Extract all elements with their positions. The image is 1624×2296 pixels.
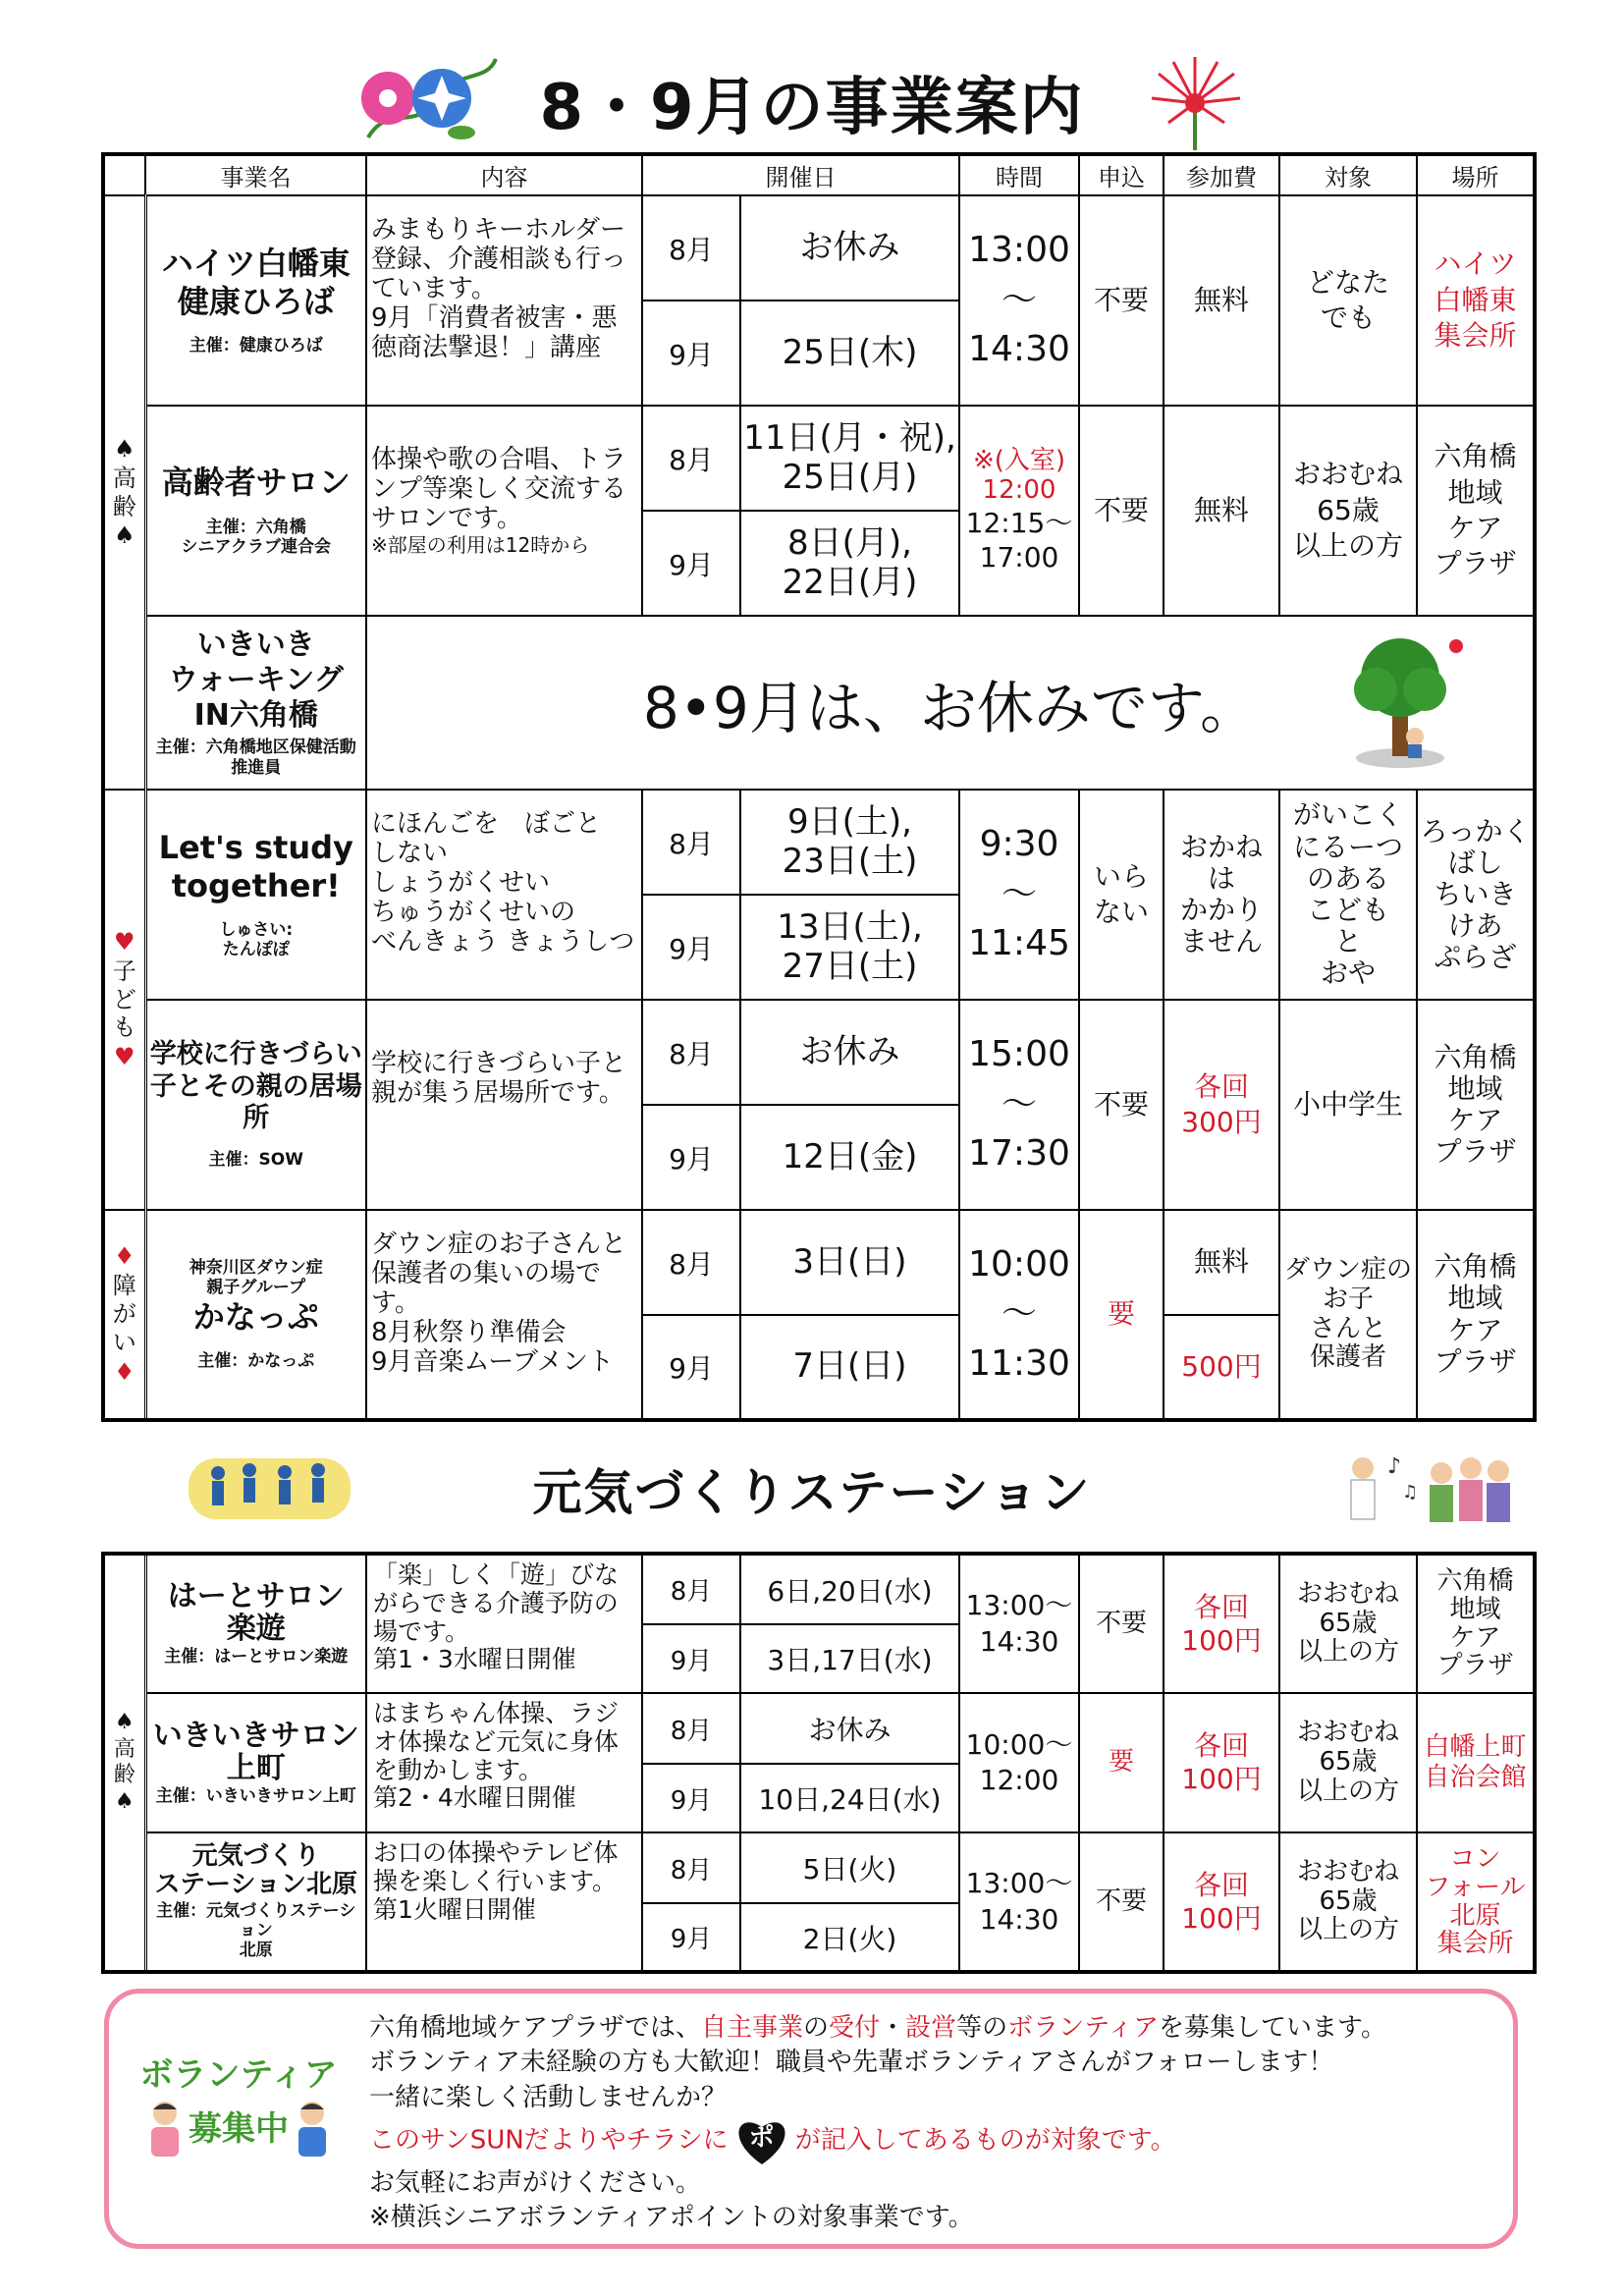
station-table [101,1552,1537,1974]
table-row [103,616,1535,790]
volunteer-line-6: ※横浜シニアボランティアポイントの対象事業です。 [369,2203,974,2233]
event-date: 7日(日) [740,1315,959,1420]
event-place: 白幡上町 自治会館 [1417,1693,1535,1832]
event-date: 11日(月・祝), 25日(月) [740,406,959,511]
closed-notice: 8•9月は、お休みです。 [366,616,1535,790]
event-target: 小中学生 [1279,1000,1417,1210]
event-target: おおむね 65歳 以上の方 [1279,1832,1417,1972]
event-date: お休み [740,1693,959,1764]
section-title: 元気づくりステーション [532,1464,1092,1521]
category-elder-label: 高 齢 [113,1736,135,1787]
event-content: にほんごを ぼごと しない しょうがくせい ちゅうがくせいの べんきょう きょうしつ [366,790,642,1000]
event-apply: 要 [1079,1693,1164,1832]
page-title: 8・9月の事業案内 [539,72,1085,144]
volunteer-line-5: お気軽にお声がけください。 [369,2168,702,2199]
event-place: ろっかく ばし ちいき けあ ぷらざ [1417,790,1535,1000]
event-date: お休み [740,195,959,301]
header-target: 対象 [1279,154,1417,195]
event-fee: 各回 100円 [1164,1832,1279,1972]
header-date: 開催日 [642,154,959,195]
event-date: 10日,24日(水) [740,1764,959,1832]
event-date: 5日(火) [740,1832,959,1903]
category-disability-label: 障 が い [112,1272,136,1356]
event-fee: 各回 100円 [1164,1554,1279,1693]
event-name: 元気づくり ステーション北原 主催：元気づくりステーション 北原 [145,1832,366,1972]
month-label: 8月 [642,1210,740,1315]
event-date: 13日(土), 27日(土) [740,895,959,1000]
event-fee: 各回 300円 [1164,1000,1279,1210]
event-apply: 不要 [1079,1000,1164,1210]
event-place: 六角橋 地域 ケア プラザ [1417,1210,1535,1420]
po-heart-icon: ポ [734,2115,789,2166]
event-name: いきいきサロン 上町 主催：いきいきサロン上町 [145,1693,366,1832]
month-label: 8月 [642,406,740,511]
person-icon [293,2100,332,2159]
event-time: 13:00 ～ 14:30 [959,195,1079,406]
month-label: 8月 [642,1000,740,1105]
table-header [103,154,1535,195]
event-content: 「楽」しく「遊」びながらできる介護予防の場です。 第1・3水曜日開催 [366,1554,642,1693]
time-note: ※(入室) 12:00 [972,446,1066,505]
diamond-icon: ♦ [113,1357,135,1386]
event-name: ハイツ白幡東健康ひろば 主催：健康ひろば [145,195,366,406]
event-name: 神奈川区ダウン症 親子グループ かなっぷ 主催：かなっぷ [145,1210,366,1420]
event-date: 12日(金) [740,1105,959,1210]
table-row [103,1210,1535,1315]
events-table [101,152,1537,1422]
heart-icon: ♥ [113,1043,135,1071]
event-time: 13:00～ 14:30 [959,1554,1079,1693]
table-row [103,790,1535,895]
event-apply: 不要 [1079,406,1164,616]
category-child-label: 子 ど も [112,957,136,1042]
header-name: 事業名 [145,154,366,195]
event-place: 六角橋 地域 ケア プラザ [1417,406,1535,616]
event-content: はまちゃん体操、ラジオ体操など元気に身体を動かします。 第2・4水曜日開催 [366,1693,642,1832]
event-place: 六角橋 地域 ケア プラザ [1417,1000,1535,1210]
event-apply: 要 [1079,1210,1164,1420]
event-date: 3日(日) [740,1210,959,1315]
volunteer-notice [104,1989,1518,2249]
event-date: 3日,17日(水) [740,1624,959,1693]
event-fee: 無料 [1164,195,1279,406]
event-apply: いら ない [1079,790,1164,1000]
diamond-icon: ♦ [113,1242,135,1271]
event-date: お休み [740,1000,959,1105]
event-place: ハイツ 白幡東 集会所 [1417,195,1535,406]
event-date: 6日,20日(水) [740,1554,959,1624]
volunteer-logo: ボランティア 募集中 [131,2057,347,2195]
event-place: コン フォール 北原 集会所 [1417,1832,1535,1972]
event-content: 学校に行きづらい子と親が集う居場所です。 [366,1000,642,1210]
event-time: 15:00 ～ 17:30 [959,1000,1079,1210]
header-fee: 参加費 [1164,154,1279,195]
header-place: 場所 [1417,154,1535,195]
month-label: 9月 [642,301,740,406]
month-label: 8月 [642,1832,740,1903]
event-fee: 各回 100円 [1164,1693,1279,1832]
event-date: 9日(土), 23日(土) [740,790,959,895]
event-time: ※(入室) 12:00 12:15～ 17:00 [959,406,1079,616]
event-place: 六角橋 地域 ケア プラザ [1417,1554,1535,1693]
event-fee: おかね は かかり ません [1164,790,1279,1000]
choir-icon [1343,1444,1520,1532]
event-content: 体操や歌の合唱、トランプ等楽しく交流するサロンです。 ※部屋の利用は12時から [366,406,642,616]
event-fee: 500円 [1164,1315,1279,1420]
spade-icon: ♠ [114,1710,135,1735]
content-note: ※部屋の利用は12時から [371,532,590,557]
event-time: 9:30 ～ 11:45 [959,790,1079,1000]
month-label: 9月 [642,1315,740,1420]
event-fee: 無料 [1164,406,1279,616]
event-name: 学校に行きづらい子とその親の居場所 主催：SOW [145,1000,366,1210]
event-apply: 不要 [1079,1554,1164,1693]
month-label: 8月 [642,790,740,895]
person-icon [145,2100,185,2159]
event-time: 13:00～ 14:30 [959,1832,1079,1972]
table-row [103,406,1535,511]
table-row [103,1000,1535,1105]
event-apply: 不要 [1079,195,1164,406]
event-target: おおむね 65歳 以上の方 [1279,1554,1417,1693]
header-apply: 申込 [1079,154,1164,195]
table-row [103,195,1535,301]
event-content: お口の体操やテレビ体操を楽しく行います。 第1火曜日開催 [366,1832,642,1972]
event-date: 25日(木) [740,301,959,406]
event-target: おおむね 65歳 以上の方 [1279,406,1417,616]
event-content: ダウン症のお子さんと保護者の集いの場です。 8月秋祭り準備会 9月音楽ムーブメント [366,1210,642,1420]
month-label: 8月 [642,195,740,301]
event-date: 8日(月), 22日(月) [740,511,959,616]
event-time: 10:00 ～ 11:30 [959,1210,1079,1420]
month-label: 8月 [642,1554,740,1624]
event-fee: 無料 [1164,1210,1279,1315]
event-target: どなた でも [1279,195,1417,406]
event-content: みまもりキーホルダー登録、介護相談も行っています。 9月「消費者被害・悪徳商法撃退！」講座 [366,195,642,406]
category-elder [103,1554,145,1972]
event-apply: 不要 [1079,1832,1164,1972]
spade-icon: ♠ [113,521,135,550]
category-elder-label: 高 齢 [112,464,136,520]
table-row [103,1554,1535,1624]
table-row [103,1693,1535,1764]
event-time: 10:00～ 12:00 [959,1693,1079,1832]
event-name: Let's study together! しゅさい: たんぽぽ [145,790,366,1000]
month-label: 8月 [642,1693,740,1764]
event-name: いきいき ウォーキング IN六角橋 主催：六角橋地区保健活動推進員 [145,616,366,790]
spade-icon: ♠ [114,1789,135,1815]
header-content: 内容 [366,154,642,195]
month-label: 9月 [642,1903,740,1972]
event-target: ダウン症の お子 さんと 保護者 [1279,1210,1417,1420]
header-time: 時間 [959,154,1079,195]
category-elder [103,195,145,790]
table-row [103,1832,1535,1903]
spade-icon: ♠ [113,434,135,463]
month-label: 9月 [642,511,740,616]
volunteer-line-4: このサンSUNだよりやチラシに ポ が記入してあるものが対象です。 [369,2115,1513,2166]
event-target: おおむね 65歳 以上の方 [1279,1693,1417,1832]
category-disability [103,1210,145,1420]
tree-icon [1346,629,1464,776]
month-label: 9月 [642,1105,740,1210]
svg-text:♪: ♪ [1387,1454,1402,1479]
volunteer-line-1: 六角橋地域ケアプラザでは、自主事業の受付・設営等のボランティアを募集しています。 [369,2013,1386,2043]
volunteer-line-2: ボランティア未経験の方も大歓迎！職員や先輩ボランティアさんがフォローします！ [369,2048,1334,2078]
month-label: 9月 [642,895,740,1000]
event-target: がいこく にるーつ のある こども と おや [1279,790,1417,1000]
category-child [103,790,145,1210]
month-label: 9月 [642,1624,740,1693]
volunteer-line-3: 一緒に楽しく活動しませんか？ [369,2082,728,2112]
heart-icon: ♥ [113,927,135,956]
event-name: 高齢者サロン 主催：六角橋 シニアクラブ連合会 [145,406,366,616]
event-name: はーとサロン 楽遊 主催：はーとサロン楽遊 [145,1554,366,1693]
svg-text:♫: ♫ [1402,1482,1419,1503]
month-label: 9月 [642,1764,740,1832]
event-date: 2日(火) [740,1903,959,1972]
